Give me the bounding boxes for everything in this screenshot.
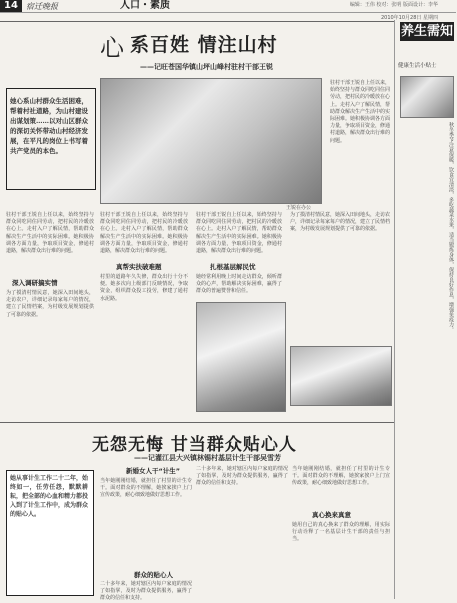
editor-line: 编辑：王伟 校对：张明 版面设计：李华 [349, 2, 438, 8]
article1-body-right: 驻村干部王锐自上任以来，始终坚持与群众同吃同住同劳动，把村民的冷暖放在心上。走村入户了解民情，帮助群众解决生产生活中的实际困难。她积极协调各方面力量，争取项目资金，修通村道路，解决群众出行难的问题。 [330, 80, 391, 144]
subhead-newlywed: 新婚女人干“计生” [126, 467, 181, 475]
pull-quote: 她心系山村群众生活困难，帮着村社道路，为山村建设出谋划策……以对山区群众的深切关怀带动山村经济发展，在平凡的岗位上书写着共产党员的本色。 [10, 97, 88, 155]
article2-body1: 当年她刚刚结婚，就担任了村里的计生专干。面对群众的不理解，她挨家挨户上门宣传政策，耐心细致地做好思想工作。 [100, 478, 192, 499]
article1-body3: 村里的道路年久失修，群众出行十分不便。她多次向上级部门反映情况，争取资金，组织群众投工投劳，修建了通村水泥路。 [100, 274, 188, 302]
article1-title: 系百姓 情注山村 [130, 34, 278, 56]
article1-body-col4: 为了摸清村情民意，她深入田间地头，走访农户，详细记录每家每户的情况，建立了民情档案，为村级发展规划提供了可靠的依据。 [290, 212, 391, 233]
article1-photo-caption: 王锐在办公 [286, 205, 312, 211]
sidebar-note: 健康生活小贴士 [398, 63, 437, 69]
article2-body1b: 二十多年来，她对辖区内每户家庭的情况了如指掌，及时为群众提供服务，赢得了群众的信任和支持。 [100, 581, 192, 602]
sidebar-text: 秋冬季节注意保暖，饮食宜清淡，多吃蔬菜水果，适当锻炼身体，保持良好作息，增强免疫力。 [448, 122, 454, 332]
subhead-research: 深入调研搞实情 [12, 279, 58, 287]
subhead-caring: 群众的贴心人 [134, 571, 173, 579]
article2-body3: 当年她刚刚结婚，就担任了村里的计生专干。面对群众的不理解，她挨家挨户上门宣传政策，耐心细致地做好思想工作。 [292, 466, 390, 487]
subhead-help: 真帮实扶破难题 [116, 263, 162, 271]
article1-photo2 [196, 302, 286, 412]
date-line: 2010年10月28日 星期四 [380, 15, 438, 21]
article2-lead: 她从事计生工作二十二年，始终如一，任劳任怨，默默耕耘，把全部的心血和精力都投入到了计生工作中，成为群众的贴心人。 [10, 475, 89, 518]
article1-body-col1: 驻村干部王锐自上任以来，始终坚持与群众同吃同住同劳动，把村民的冷暖放在心上。走村入户了解民情，帮助群众解决生产生活中的实际困难。她积极协调各方面力量，争取项目资金，修通村道路，解决群众出行难的问题。 [6, 212, 94, 255]
divider [0, 21, 394, 22]
article2-body2: 二十多年来，她对辖区内每户家庭的情况了如指掌，及时为群众提供服务，赢得了群众的信任和支持。 [196, 466, 288, 487]
article1-body2: 为了摸清村情民意，她深入田间地头，走访农户，详细记录每家每户的情况，建立了民情档案，为村级发展规划提供了可靠的依据。 [6, 290, 94, 318]
paper-name: 宿迁晚报 [26, 2, 58, 11]
section-title: 人口・素质 [120, 0, 170, 11]
article1-subtitle: ——记旺苍国华镇山坪山峰村驻村干部王锐 [140, 63, 273, 71]
article2-body4: 她用自己的真心换来了群众的理解，用实际行动诠释了一名基层计生干部的责任与担当。 [292, 522, 390, 543]
sidebar-title: 养生需知 [400, 24, 453, 39]
subhead-true-heart: 真心换来真意 [312, 511, 351, 519]
article-divider [0, 422, 394, 423]
heart-glyph: 心 [100, 34, 124, 62]
subhead-rooted: 扎根基层解民忧 [210, 263, 256, 271]
article2-title: 无怨无悔 甘当群众贴心人 [92, 435, 297, 455]
article1-body4: 她经常利用晚上时间走访群众，倾听群众的心声，帮助解决实际困难，赢得了群众的普遍赞誉和信任。 [196, 274, 282, 295]
article1-body-col2: 驻村干部王锐自上任以来，始终坚持与群众同吃同住同劳动，把村民的冷暖放在心上。走村入户了解民情，帮助群众解决生产生活中的实际困难。她积极协调各方面力量，争取项目资金，修通村道路，解决群众出行难的问题。 [100, 212, 188, 255]
article1-photo3 [290, 346, 392, 406]
article1-body-col3: 驻村干部王锐自上任以来，始终坚持与群众同吃同住同劳动，把村民的冷暖放在心上。走村入户了解民情，帮助群众解决生产生活中的实际困难。她积极协调各方面力量，争取项目资金，修通村道路，解决群众出行难的问题。 [196, 212, 282, 255]
page-number: 14 [0, 0, 22, 12]
article2-subtitle: ——记灌江县大兴镇林锡村基层计生干部吴雪芳 [134, 454, 281, 462]
article1-photo [100, 78, 322, 204]
sidebar-photo [400, 76, 454, 118]
